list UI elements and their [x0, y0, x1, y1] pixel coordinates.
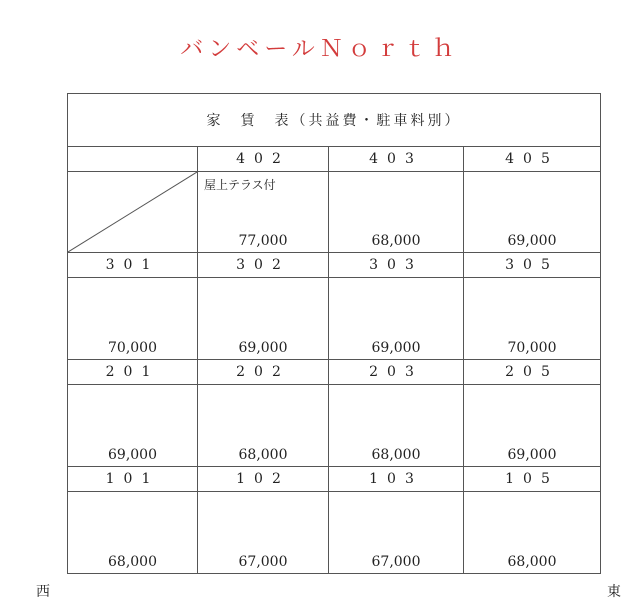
price-cell-403: [329, 172, 464, 253]
room-number-205: 205: [464, 360, 601, 385]
price-cell-105: [464, 492, 601, 574]
price-cell-102: [198, 492, 329, 574]
room-number-row-1f: [68, 467, 601, 492]
price-row-2f: [68, 385, 601, 467]
price-405: 69,000: [507, 233, 557, 249]
east-label: 東: [607, 584, 621, 600]
diagonal-empty-cell: [68, 172, 198, 253]
price-cell-303: [329, 278, 464, 360]
price-301: 70,000: [108, 340, 157, 356]
room-number-301: 301: [68, 253, 198, 278]
price-102: 67,000: [238, 554, 288, 570]
room-number-203: 203: [329, 360, 464, 385]
west-label: 西: [36, 584, 50, 600]
price-203: 68,000: [371, 447, 421, 463]
room-number-row-3f: [68, 253, 601, 278]
price-cell-203: [329, 385, 464, 467]
room-number-105: 105: [464, 467, 601, 492]
price-101: 68,000: [108, 554, 157, 570]
price-305: 70,000: [507, 340, 557, 356]
price-row-1f: [68, 492, 601, 574]
rent-table: [67, 93, 601, 574]
price-cell-301: [68, 278, 198, 360]
room-number-305: 305: [464, 253, 601, 278]
price-202: 68,000: [238, 447, 288, 463]
price-cell-101: [68, 492, 198, 574]
room-number-201: 201: [68, 360, 198, 385]
price-cell-205: [464, 385, 601, 467]
price-201: 69,000: [108, 447, 157, 463]
room-number-row-4f: [68, 147, 601, 172]
price-403: 68,000: [371, 233, 421, 249]
room-number-101: 101: [68, 467, 198, 492]
building-title: バンベールＮｏｒｔｈ: [180, 36, 460, 62]
price-cell-302: [198, 278, 329, 360]
room-number-402: 402: [198, 147, 329, 172]
room-number-202: 202: [198, 360, 329, 385]
price-cell-405: [464, 172, 601, 253]
price-cell-202: [198, 385, 329, 467]
price-row-4f: [68, 172, 601, 253]
diagonal-line: [68, 172, 197, 252]
room-number-405: 405: [464, 147, 601, 172]
price-103: 67,000: [371, 554, 421, 570]
room-number-empty: [68, 147, 198, 172]
price-cell-305: [464, 278, 601, 360]
price-row-3f: [68, 278, 601, 360]
table-caption: 家 賃 表（共益費・駐車料別）: [68, 94, 601, 147]
price-cell-103: [329, 492, 464, 574]
price-303: 69,000: [371, 340, 421, 356]
room-number-403: 403: [329, 147, 464, 172]
room-number-302: 302: [198, 253, 329, 278]
room-number-row-2f: [68, 360, 601, 385]
room-number-303: 303: [329, 253, 464, 278]
price-205: 69,000: [507, 447, 557, 463]
price-302: 69,000: [238, 340, 288, 356]
price-cell-201: [68, 385, 198, 467]
price-cell-402: [198, 172, 329, 253]
room-number-103: 103: [329, 467, 464, 492]
room-number-102: 102: [198, 467, 329, 492]
rooftop-terrace-note: 屋上テラス付: [204, 178, 276, 192]
price-105: 68,000: [507, 554, 557, 570]
price-402: 77,000: [238, 233, 288, 249]
